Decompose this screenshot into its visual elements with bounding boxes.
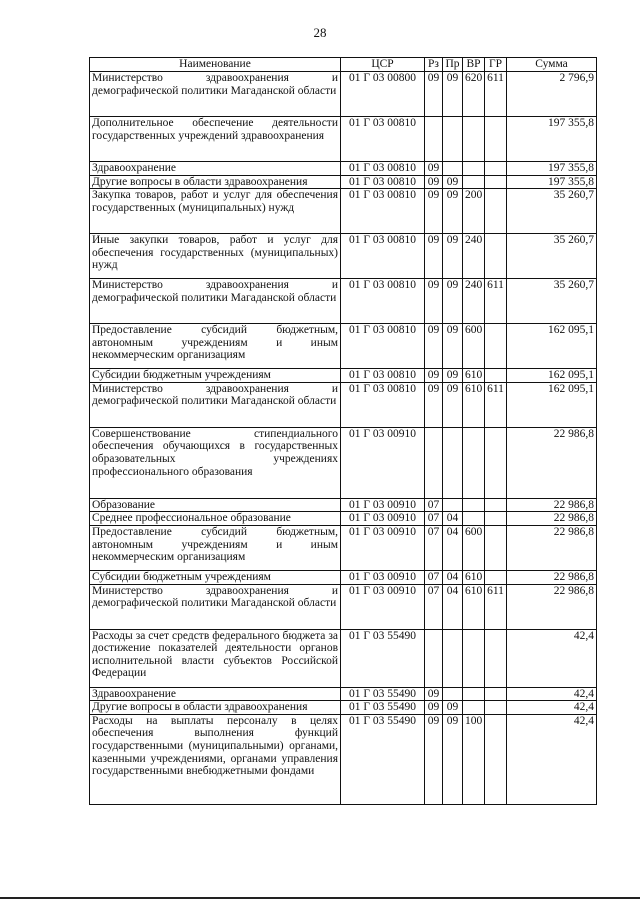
cell-vr <box>463 498 485 512</box>
cell-sum: 197 355,8 <box>507 175 597 189</box>
cell-sum: 42,4 <box>507 701 597 715</box>
cell-name: Иные закупки товаров, работ и услуг для обеспечения государственных (муниципальных) нужд <box>90 234 341 279</box>
cell-gr <box>485 714 507 804</box>
cell-csr: 01 Г 03 00810 <box>341 279 425 324</box>
cell-pr: 09 <box>443 382 463 427</box>
table-row <box>90 701 597 715</box>
table-body <box>90 72 597 805</box>
cell-vr: 240 <box>463 279 485 324</box>
cell-gr: 611 <box>485 72 507 117</box>
cell-gr <box>485 175 507 189</box>
cell-sum: 22 986,8 <box>507 427 597 498</box>
page-number: 28 <box>313 25 327 40</box>
cell-name: Субсидии бюджетным учреждениям <box>90 369 341 383</box>
cell-vr <box>463 701 485 715</box>
cell-rz: 09 <box>425 701 443 715</box>
cell-pr: 09 <box>443 324 463 369</box>
cell-pr <box>443 117 463 162</box>
cell-rz: 09 <box>425 175 443 189</box>
cell-sum: 42,4 <box>507 629 597 687</box>
cell-gr: 611 <box>485 279 507 324</box>
table-row <box>90 369 597 383</box>
cell-sum: 22 986,8 <box>507 570 597 584</box>
table-row <box>90 324 597 369</box>
cell-pr <box>443 687 463 701</box>
cell-vr: 200 <box>463 189 485 234</box>
cell-vr: 610 <box>463 584 485 629</box>
cell-pr: 04 <box>443 584 463 629</box>
cell-name: Расходы на выплаты персоналу в целях обеспечения выполнения функций государственными (муниципальными) органами, казенными учреждениями, органами управления государственными внебюджетными фондами <box>90 714 341 804</box>
cell-rz: 09 <box>425 279 443 324</box>
table-row <box>90 382 597 427</box>
cell-sum: 42,4 <box>507 714 597 804</box>
header-rz: Рз <box>425 58 443 72</box>
cell-name: Другие вопросы в области здравоохранения <box>90 175 341 189</box>
cell-pr: 09 <box>443 234 463 279</box>
cell-rz: 09 <box>425 369 443 383</box>
cell-gr <box>485 701 507 715</box>
table-row <box>90 189 597 234</box>
cell-rz: 09 <box>425 687 443 701</box>
cell-vr <box>463 687 485 701</box>
cell-gr <box>485 189 507 234</box>
cell-csr: 01 Г 03 00910 <box>341 570 425 584</box>
cell-csr: 01 Г 03 00810 <box>341 162 425 176</box>
header-sum: Сумма <box>507 58 597 72</box>
cell-name: Совершенствование стипендиального обеспечения обучающихся в государственных образовательных учреждениях профессионального образования <box>90 427 341 498</box>
cell-pr <box>443 629 463 687</box>
cell-csr: 01 Г 03 55490 <box>341 714 425 804</box>
cell-name: Закупка товаров, работ и услуг для обеспечения государственных (муниципальных) нужд <box>90 189 341 234</box>
cell-gr <box>485 117 507 162</box>
table-row <box>90 570 597 584</box>
cell-sum: 197 355,8 <box>507 162 597 176</box>
header-vr: ВР <box>463 58 485 72</box>
cell-pr: 09 <box>443 369 463 383</box>
cell-csr: 01 Г 03 00810 <box>341 117 425 162</box>
cell-rz: 09 <box>425 72 443 117</box>
cell-vr: 610 <box>463 369 485 383</box>
cell-pr: 09 <box>443 189 463 234</box>
cell-gr <box>485 427 507 498</box>
cell-name: Министерство здравоохранения и демографической политики Магаданской области <box>90 584 341 629</box>
table-row <box>90 498 597 512</box>
cell-gr <box>485 512 507 526</box>
cell-pr <box>443 162 463 176</box>
table-header-row <box>90 58 597 72</box>
cell-vr <box>463 427 485 498</box>
cell-name: Здравоохранение <box>90 162 341 176</box>
cell-name: Предоставление субсидий бюджетным, автономным учреждениям и иным некоммерческим организациям <box>90 525 341 570</box>
cell-rz: 09 <box>425 234 443 279</box>
cell-csr: 01 Г 03 55490 <box>341 701 425 715</box>
cell-sum: 22 986,8 <box>507 498 597 512</box>
cell-name: Министерство здравоохранения и демографической политики Магаданской области <box>90 279 341 324</box>
cell-sum: 42,4 <box>507 687 597 701</box>
cell-gr <box>485 162 507 176</box>
cell-sum: 35 260,7 <box>507 279 597 324</box>
cell-gr <box>485 570 507 584</box>
cell-rz: 09 <box>425 162 443 176</box>
cell-vr <box>463 162 485 176</box>
cell-csr: 01 Г 03 00910 <box>341 498 425 512</box>
cell-vr: 100 <box>463 714 485 804</box>
cell-rz: 07 <box>425 512 443 526</box>
table-row <box>90 72 597 117</box>
cell-sum: 35 260,7 <box>507 234 597 279</box>
cell-name: Министерство здравоохранения и демографической политики Магаданской области <box>90 72 341 117</box>
cell-rz: 09 <box>425 324 443 369</box>
cell-rz: 07 <box>425 525 443 570</box>
table-row <box>90 512 597 526</box>
header-csr: ЦСР <box>341 58 425 72</box>
cell-vr <box>463 117 485 162</box>
cell-sum: 22 986,8 <box>507 525 597 570</box>
cell-gr: 611 <box>485 584 507 629</box>
cell-rz: 07 <box>425 570 443 584</box>
cell-name: Здравоохранение <box>90 687 341 701</box>
cell-rz <box>425 629 443 687</box>
cell-csr: 01 Г 03 00910 <box>341 525 425 570</box>
cell-rz <box>425 427 443 498</box>
cell-rz: 07 <box>425 584 443 629</box>
cell-csr: 01 Г 03 00910 <box>341 584 425 629</box>
page-bottom-rule <box>0 897 640 899</box>
cell-gr <box>485 498 507 512</box>
table-row <box>90 427 597 498</box>
cell-rz: 09 <box>425 382 443 427</box>
cell-name: Образование <box>90 498 341 512</box>
cell-rz: 09 <box>425 714 443 804</box>
header-gr: ГР <box>485 58 507 72</box>
cell-csr: 01 Г 03 00810 <box>341 189 425 234</box>
table-row <box>90 584 597 629</box>
table-row <box>90 234 597 279</box>
cell-pr: 09 <box>443 72 463 117</box>
cell-vr: 240 <box>463 234 485 279</box>
table-row <box>90 629 597 687</box>
cell-rz <box>425 117 443 162</box>
cell-csr: 01 Г 03 00810 <box>341 175 425 189</box>
cell-gr <box>485 324 507 369</box>
cell-vr <box>463 175 485 189</box>
cell-csr: 01 Г 03 00910 <box>341 427 425 498</box>
cell-pr: 09 <box>443 175 463 189</box>
cell-vr: 610 <box>463 570 485 584</box>
cell-csr: 01 Г 03 00810 <box>341 324 425 369</box>
table-row <box>90 525 597 570</box>
cell-pr <box>443 427 463 498</box>
cell-pr: 04 <box>443 512 463 526</box>
cell-gr <box>485 525 507 570</box>
cell-csr: 01 Г 03 00810 <box>341 234 425 279</box>
cell-vr: 600 <box>463 324 485 369</box>
table-row <box>90 687 597 701</box>
cell-csr: 01 Г 03 00810 <box>341 369 425 383</box>
cell-rz: 07 <box>425 498 443 512</box>
cell-name: Субсидии бюджетным учреждениям <box>90 570 341 584</box>
cell-sum: 35 260,7 <box>507 189 597 234</box>
cell-name: Предоставление субсидий бюджетным, автономным учреждениям и иным некоммерческим организациям <box>90 324 341 369</box>
cell-gr <box>485 234 507 279</box>
table-row <box>90 714 597 804</box>
cell-csr: 01 Г 03 00810 <box>341 382 425 427</box>
cell-name: Среднее профессиональное образование <box>90 512 341 526</box>
cell-sum: 162 095,1 <box>507 324 597 369</box>
cell-csr: 01 Г 03 55490 <box>341 687 425 701</box>
cell-pr: 04 <box>443 525 463 570</box>
cell-sum: 197 355,8 <box>507 117 597 162</box>
table-row <box>90 279 597 324</box>
cell-csr: 01 Г 03 55490 <box>341 629 425 687</box>
header-name: Наименование <box>90 58 341 72</box>
cell-gr <box>485 687 507 701</box>
table-row <box>90 117 597 162</box>
cell-vr <box>463 629 485 687</box>
cell-name: Расходы за счет средств федерального бюджета за достижение показателей деятельности органов исполнительной власти субъектов Российской Федерации <box>90 629 341 687</box>
table-row <box>90 175 597 189</box>
cell-gr <box>485 369 507 383</box>
cell-csr: 01 Г 03 00800 <box>341 72 425 117</box>
cell-vr: 600 <box>463 525 485 570</box>
cell-name: Дополнительное обеспечение деятельности государственных учреждений здравоохранения <box>90 117 341 162</box>
cell-sum: 22 986,8 <box>507 584 597 629</box>
cell-vr: 610 <box>463 382 485 427</box>
cell-sum: 162 095,1 <box>507 369 597 383</box>
cell-name: Другие вопросы в области здравоохранения <box>90 701 341 715</box>
cell-name: Министерство здравоохранения и демографической политики Магаданской области <box>90 382 341 427</box>
cell-vr: 620 <box>463 72 485 117</box>
header-pr: Пр <box>443 58 463 72</box>
cell-pr <box>443 498 463 512</box>
cell-sum: 2 796,9 <box>507 72 597 117</box>
cell-gr <box>485 629 507 687</box>
budget-table <box>89 57 597 805</box>
cell-rz: 09 <box>425 189 443 234</box>
cell-sum: 162 095,1 <box>507 382 597 427</box>
table-row <box>90 162 597 176</box>
cell-sum: 22 986,8 <box>507 512 597 526</box>
cell-gr: 611 <box>485 382 507 427</box>
cell-pr: 09 <box>443 714 463 804</box>
cell-pr: 09 <box>443 701 463 715</box>
cell-pr: 04 <box>443 570 463 584</box>
cell-csr: 01 Г 03 00910 <box>341 512 425 526</box>
cell-pr: 09 <box>443 279 463 324</box>
cell-vr <box>463 512 485 526</box>
